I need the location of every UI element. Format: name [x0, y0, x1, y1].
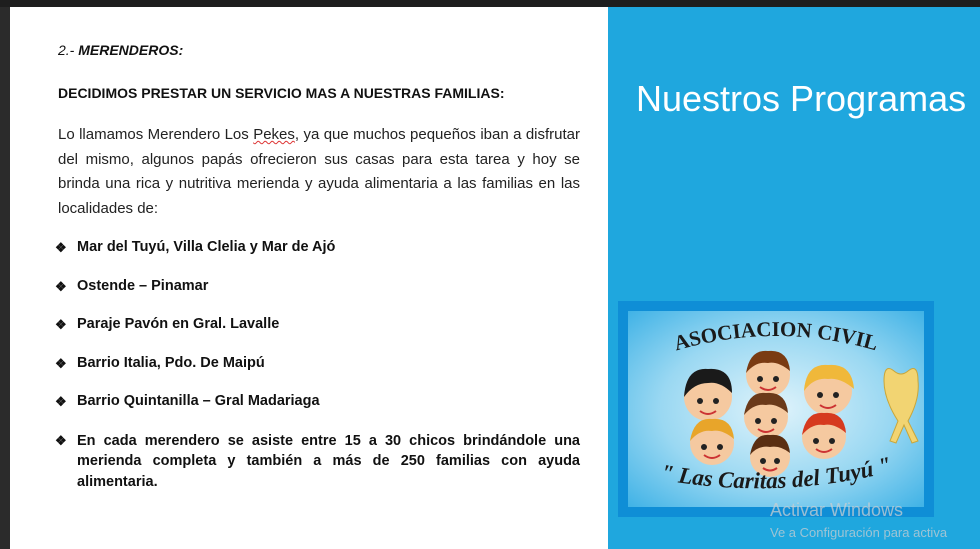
list-item-text: Barrio Quintanilla – Gral Madariaga: [77, 393, 320, 409]
child-face-icon: [744, 393, 788, 439]
activation-watermark-subtitle: Ve a Configuración para activa: [770, 525, 948, 540]
logo-bottom-text: " Las Caritas del Tuyú ": [658, 451, 894, 494]
diamond-bullet-icon: ❖: [55, 394, 67, 409]
logo-background: [628, 311, 924, 507]
paragraph-start: Lo llamamos Merendero Los: [58, 126, 254, 143]
list-item: [55, 392, 580, 411]
list-item: [55, 315, 580, 334]
child-face-icon: [684, 369, 732, 421]
diamond-bullet-icon: ❖: [55, 355, 67, 371]
child-face-icon: [690, 419, 734, 465]
paragraph-pekes: Pekes: [253, 126, 295, 143]
section-name: MERENDEROS:: [78, 42, 184, 58]
list-item-text: En cada merendero se asiste entre 15 a 30 chicos brindándole una merienda completa y también a más de 250 familias con ayuda alimentaria.: [77, 432, 580, 490]
diamond-bullet-icon: ❖: [55, 432, 67, 448]
association-logo: [618, 301, 934, 517]
child-face-icon: [746, 351, 790, 397]
activation-watermark-title: Activar Windows: [770, 500, 904, 520]
intro-paragraph: [58, 123, 580, 221]
localities-list: [55, 238, 580, 512]
list-item-text: Paraje Pavón en Gral. Lavalle: [77, 316, 280, 332]
paragraph-end: , ya que muchos pequeños iban a disfrutar del mismo, algunos papás ofrecieron sus casas para esta tarea y hoy se brinda una rica y nutritiva merienda y ayuda alimentaria a las familias en las localidades de:: [58, 126, 581, 217]
section-title: [58, 42, 183, 58]
list-item-text: Ostende – Pinamar: [77, 277, 209, 294]
list-item: [55, 354, 580, 373]
diamond-bullet-icon: ❖: [55, 278, 67, 294]
list-item-text: Mar del Tuyú, Villa Clelia y Mar de Ajó: [77, 239, 336, 255]
list-item-text: Barrio Italia, Pdo. De Maipú: [77, 354, 265, 371]
child-face-icon: [802, 413, 846, 459]
diamond-bullet-icon: ❖: [55, 317, 67, 332]
list-item: [55, 431, 580, 493]
diamond-bullet-icon: ❖: [55, 240, 67, 255]
child-face-icon: [804, 365, 854, 415]
section-number: 2.-: [58, 42, 75, 58]
window-top-bar: [0, 0, 980, 7]
list-item: [55, 277, 580, 296]
section-heading: DECIDIMOS PRESTAR UN SERVICIO MAS A NUESTRAS FAMILIAS:: [58, 85, 505, 101]
awareness-ribbon-icon: [884, 369, 918, 443]
list-item: [55, 238, 580, 257]
logo-graphic: [628, 311, 924, 507]
panel-title: Nuestros Programas: [636, 78, 967, 119]
slide-text-column: [10, 7, 608, 549]
logo-top-text: ASOCIACION CIVIL: [671, 316, 881, 356]
